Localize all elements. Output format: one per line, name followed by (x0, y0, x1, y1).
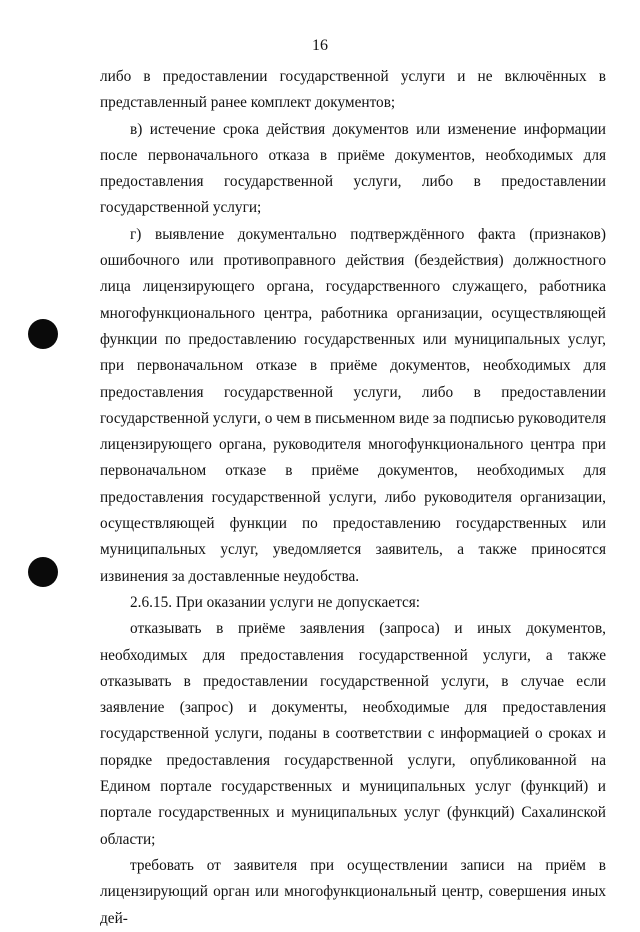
paragraph-refusal: отказывать в приёме заявления (запроса) и иных документов, необходимых для предоставления государственной услуги, а также отказывать в предоставлении государственной услуги, в случае если заявление (запрос) и документы, необходимые для предоставления государственной услуги, поданы в соответствии с информацией о сроках и порядке предоставления государственной услуги, опубликованной на Едином портале государственных и муниципальных услуг (функций) и портале государственных и муниципальных услуг (функций) Сахалинской области; (100, 620, 606, 848)
paragraph-item-g: г) выявление документально подтверждённого факта (признаков) ошибочного или противоправного действия (бездействия) должностного лица лицензирующего органа, государственного служащего, работника многофункционального центра, работника организации, осуществляющей функции по предоставлению государственных или муниципальных услуг, при первоначальном отказе в приёме документов, необходимых для предоставления государственной услуги, либо в предоставлении государственной услуги, о чем в письменном виде за подписью руководителя лицензирующего органа, руководителя многофункционального центра при первоначальном отказе в приёме документов, необходимых для предоставления государственной услуги, либо руководителя организации, осуществляющей функции по предоставлению государственных или муниципальных услуг, уведомляется заявитель, а также приносятся извинения за доставленные неудобства. (100, 225, 606, 585)
paragraph-item-v: в) истечение срока действия документов или изменение информации после первоначального отказа в приёме документов, необходимых для предоставления государственной услуги, либо в предоставлении государственной услуги; (100, 120, 606, 217)
page-number: 16 (312, 37, 328, 54)
punch-hole (28, 557, 58, 587)
section-heading-2-6-15: 2.6.15. При оказании услуги не допускается: (130, 593, 421, 611)
punch-hole (28, 319, 58, 349)
paragraph-continuation: либо в предоставлении государственной услуги и не включённых в представленный ранее комплект документов; (100, 68, 606, 112)
document-body (100, 64, 606, 932)
paragraph-requirement: требовать от заявителя при осуществлении записи на приём в лицензирующий орган или многофункциональный центр, совершения иных дей- (100, 856, 606, 927)
